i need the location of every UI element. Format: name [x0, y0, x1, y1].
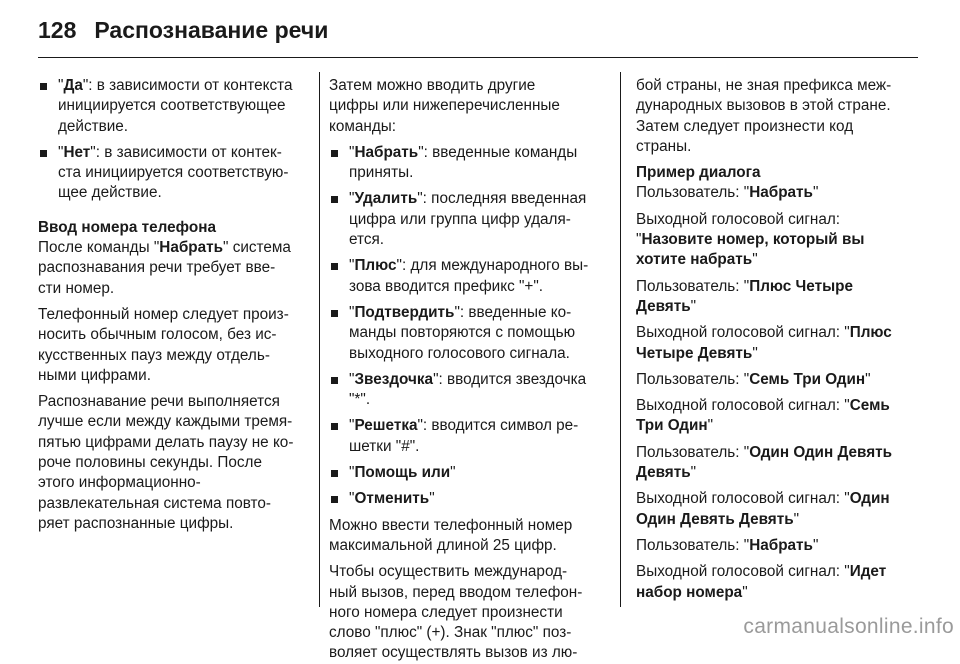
dialog-line: Выходной голосовой сигнал: "Один [636, 490, 890, 508]
bullet-square-icon [331, 150, 338, 157]
section-heading: Ввод номера телефона [38, 218, 216, 236]
dialog-line: Пользователь: "Один Один Девять [636, 443, 893, 461]
bullet-help: "Помощь или" [329, 463, 609, 483]
bullet-square-icon [331, 423, 338, 430]
bullet-dial: "Набрать": введенные команды приняты. [329, 143, 609, 184]
column-3: бой страны, не зная префикса меж- дународных вызовов в этой стране. Затем следует произнести код страны. Пример диалога Пользователь: "Набрать" Выходной голосовой сигнал: "Назовите номер, который вы хотите набрать" Пользователь: "Плюс Четыре Девять" Выходной голосовой сигнал: "Плюс Четыре Девять" Пользователь: "Семь Три Один" Выходной голосовой сигнал: "Семь Три Один" Пользователь: "Один Один Девять Девять" Выходной голосовой сигнал: "Один Один Девять Девять" Пользователь: "Набрать" Выходной голосовой сигнал: "Идет набор номера" [636, 76, 906, 603]
column-1: "Да": в зависимости от контекста инициируется соответствующее действие. "Нет": в зависимости от контек- ста инициируется соответствую- щее действие. Ввод номера телефона После команды "Набрать" система распознавания речи требует вве- сти номер. Телефонный номер следует произ- носить обычным голосом, без ис- кусственных пауз между отдель- ными цифрами. Распознавание речи выполняется лучше если между каждыми тремя- пятью цифрами делать паузу не ко- роче половины секунды. После этого информационно- развлекательная система повто- ряет распознанные цифры. [38, 76, 310, 534]
bullet-square-icon [331, 196, 338, 203]
bullet-confirm: "Подтвердить": введенные ко- манды повторяются с помощью выходного голосового сигнала. [329, 303, 609, 364]
dialog-line: Пользователь: "Плюс Четыре [636, 277, 853, 295]
bullet-hash: "Решетка": вводится символ ре- шетки "#". [329, 416, 609, 457]
bullet-delete: "Удалить": последняя введенная цифра или группа цифр удаля- ется. [329, 189, 609, 250]
section-heading: Пример диалога [636, 164, 761, 182]
dialog-line: Выходной голосовой сигнал: "Плюс [636, 324, 892, 342]
bullet-square-icon [331, 496, 338, 503]
dialog-line: Пользователь: "Набрать" [636, 184, 819, 202]
dialog-line: Пользователь: "Набрать" [636, 536, 819, 554]
bullet-square-icon [40, 150, 47, 157]
page-number: 128 [38, 17, 77, 43]
bullet-cancel: "Отменить" [329, 489, 609, 509]
page-title: Распознавание речи [94, 17, 329, 43]
bullet-square-icon [331, 377, 338, 384]
watermark: carmanualsonline.info [743, 615, 954, 638]
keyword: Да [63, 77, 83, 94]
bullet-square-icon [331, 310, 338, 317]
bullet-plus: "Плюс": для международного вы- зова вводится префикс "+". [329, 256, 609, 297]
bullet-square-icon [331, 263, 338, 270]
bullet-no: "Нет": в зависимости от контек- ста инициируется соответствую- щее действие. [38, 143, 310, 204]
keyword: Нет [63, 143, 91, 161]
bullet-square-icon [40, 83, 47, 90]
column-divider-1 [319, 72, 320, 607]
bullet-yes: "Да": в зависимости от контекста инициируется соответствующее действие. [38, 76, 310, 137]
column-divider-2 [620, 72, 621, 607]
dialog-line: Выходной голосовой сигнал: [636, 210, 841, 228]
dialog-line: Выходной голосовой сигнал: "Идет [636, 563, 887, 581]
dialog-line: Выходной голосовой сигнал: "Семь [636, 397, 890, 415]
dialog-line: Пользователь: "Семь Три Один" [636, 370, 871, 388]
bullet-star: "Звездочка": вводится звездочка "*". [329, 370, 609, 411]
bullet-square-icon [331, 470, 338, 477]
page-header [38, 14, 328, 46]
header-rule [38, 57, 918, 58]
column-2: Затем можно вводить другие цифры или нижеперечисленные команды: "Набрать": введенные команды приняты. "Удалить": последняя введенная цифра или группа цифр удаля- ется. "Плюс": для международного вы- зова вводится префикс "+". "Подтвердить": введенные ко- манды повторяются с помощью выходного голосового сигнала. "Звездочка": вводится звездочка "*". "Решетка": вводится символ ре- шетки "#". "Помощь или" "Отменить" Можно ввести телефонный номер максимальной длиной 25 цифр. Чтобы осуществить международ- ный вызов, перед вводом телефон- ного номера следует произнести слово "плюс" (+). Знак "плюс" поз- воляет осуществлять вызов из лю- [329, 76, 609, 664]
paragraph-line: После команды "Набрать" система [38, 239, 291, 257]
